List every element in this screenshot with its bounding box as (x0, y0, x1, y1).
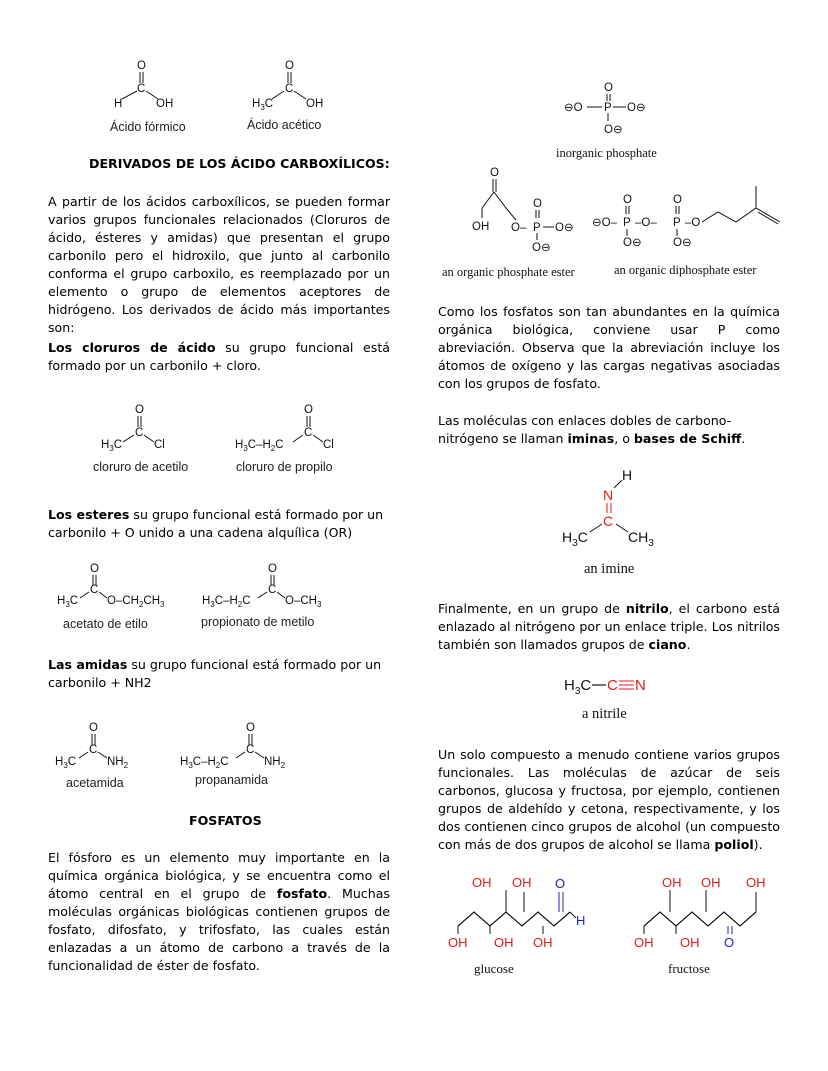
bases-schiff-bold: bases de Schiff (633, 431, 742, 446)
svg-text:CH3: $CH_3$ (628, 529, 654, 549)
svg-text:H: H (114, 98, 123, 110)
nitrilo-text-3: . (686, 637, 691, 652)
svg-text:O: O (268, 563, 277, 575)
svg-text:O–CH2CH3: $O-CH_2CH_3$ (107, 595, 165, 609)
svg-text:OH: OH (448, 935, 468, 950)
svg-text:H3C: $H_3C$ (101, 439, 123, 453)
organic-phosphate-ester-label: an organic phosphate ester (442, 265, 575, 279)
derivados-title: DERIVADOS DE LOS ÁCIDO CARBOXÍLICOS: (89, 156, 390, 171)
azucar-text-1: Un solo compuesto a menudo contiene varios grupos funcionales. Las moléculas de azúcar de seis carbonos, glucosa y fructosa, por ejemplo, contienen grupos de aldehído y cetona, respectivamente, y los dos contienen cinco grupos de alcohol (un compuesto con más de dos grupos de alcohol se llama (438, 747, 780, 852)
svg-text:OH: OH (680, 935, 700, 950)
svg-text:C: C (135, 427, 144, 439)
svg-text:C: C (268, 584, 277, 596)
svg-text:P: P (623, 217, 631, 229)
svg-text:H3C: $H_3C$ (562, 529, 588, 549)
svg-text:–O–: –O– (635, 217, 657, 229)
nitrilo-text-1: Finalmente, en un grupo de (438, 601, 626, 616)
iminas-text-3: . (741, 431, 746, 446)
svg-text:Cl: Cl (154, 439, 165, 451)
svg-text:N: N (635, 677, 646, 694)
amidas-text: su grupo funcional está formado por un carbonilo + NH2 (48, 657, 382, 690)
cloruros-paragraph (48, 339, 390, 375)
fosfatos-text-1: El fósforo es un elemento muy importante en la química orgánica biológica, y se encuentra como el átomo central en el grupo de (48, 850, 390, 901)
iminas-text-1: Las moléculas con enlaces dobles de carbono-nitrógeno se llaman (438, 413, 732, 446)
nitrile-structure (562, 672, 662, 698)
svg-text:OH: OH (472, 221, 490, 233)
amidas-bold: Las amidas (48, 657, 128, 672)
propyl-chloride-structure (235, 404, 334, 453)
fructose-label: fructose (668, 961, 710, 976)
inorganic-phosphate-structure (560, 78, 660, 140)
svg-text:H3C: $H_3C$ (55, 756, 77, 770)
svg-text:OH: OH (746, 875, 766, 890)
svg-text:O: O (533, 198, 542, 210)
svg-text:C: C (90, 584, 99, 596)
acetyl-chloride-structure (101, 404, 165, 453)
svg-text:OH: OH (634, 935, 654, 950)
svg-text:H3C–H2C: $H_3C-H_2C$ (202, 595, 251, 609)
nitrile-label: a nitrile (582, 706, 627, 722)
methyl-propionate-label: propionato de metilo (201, 615, 315, 629)
svg-text:H3C–H2C: $H_3C-H_2C$ (235, 439, 284, 453)
iminas-text-2: , o (614, 431, 634, 446)
svg-text:H3C–H2C: $H_3C-H_2C$ (180, 756, 229, 770)
svg-text:C: C (285, 83, 294, 95)
svg-text:O⊖: O⊖ (604, 124, 623, 136)
svg-text:O: O (90, 563, 99, 575)
iminas-bold: iminas (567, 431, 615, 446)
svg-text:OH: OH (662, 875, 682, 890)
glucose-label: glucose (474, 961, 514, 976)
organic-diphosphate-ester-label: an organic diphosphate ester (614, 263, 757, 277)
acetamide-structure (55, 722, 129, 770)
nitrilo-paragraph (438, 600, 780, 654)
methyl-propionate-structure (202, 563, 322, 609)
esters-structures (55, 560, 355, 610)
svg-text:C: C (246, 744, 255, 756)
svg-text:O: O (285, 60, 294, 72)
svg-text:C: C (607, 677, 618, 694)
organic-phosphate-ester-structure (466, 160, 586, 258)
fosfatos-abreviacion-paragraph: Como los fosfatos son tan abundantes en la química orgánica biológica, conviene usar P como abreviación. Observa que la abreviación incluye los átomos de oxígeno y las cargas negativas asociadas con los grupos de fosfato. (438, 304, 780, 391)
svg-text:OH: OH (306, 98, 324, 110)
esteres-text: su grupo funcional está formado por un carbonilo + O unido a una cadena alquílica (OR) (48, 507, 384, 540)
svg-text:OH: OH (701, 875, 721, 890)
cloruros-text: su grupo funcional está formado por un carbonilo + cloro. (48, 340, 390, 373)
acetyl-chloride-label: cloruro de acetilo (93, 460, 189, 474)
ciano-bold: ciano (648, 637, 687, 652)
svg-text:O: O (246, 722, 255, 734)
svg-text:P: P (533, 222, 541, 234)
propanamide-structure (180, 722, 286, 770)
svg-text:H: H (622, 467, 633, 483)
imine-structure (560, 462, 700, 550)
svg-text:⊖O: ⊖O (564, 102, 583, 114)
svg-text:O: O (673, 194, 682, 206)
inorganic-phosphate-label: inorganic phosphate (556, 146, 657, 160)
svg-text:OH: OH (494, 935, 514, 950)
svg-text:H3C: $H_3C$ (564, 677, 592, 697)
svg-text:O⊖: O⊖ (673, 237, 692, 249)
formic-acid-label: Ácido fórmico (110, 120, 186, 134)
svg-text:O: O (555, 876, 566, 891)
fosfatos-text-2: . Muchas moléculas orgánicas biológicas contienen grupos de fosfato, difosfato, y trifosfato, las cuales están enlazadas a un átomo de carbono a través de la funcionalidad de éster de fosfato. (48, 886, 390, 973)
esteres-bold: Los esteres (48, 507, 130, 522)
fosfatos-bold: fosfato (276, 886, 328, 901)
propanamide-label: propanamida (195, 773, 268, 787)
fosfatos-paragraph (48, 849, 390, 975)
svg-text:O: O (89, 722, 98, 734)
fructose-structure (630, 870, 780, 952)
svg-text:H3C: $H_3C$ (57, 595, 79, 609)
imine-label: an imine (584, 561, 635, 577)
propyl-chloride-label: cloruro de propilo (236, 460, 333, 474)
amides-structures (55, 718, 315, 773)
ethyl-acetate-structure (57, 563, 165, 609)
organic-diphosphate-ester-structure (590, 178, 790, 258)
iminas-paragraph (438, 412, 780, 448)
svg-text:OH: OH (156, 98, 174, 110)
svg-text:–O: –O (685, 217, 701, 229)
svg-text:O: O (724, 935, 735, 950)
acetic-acid-label: Ácido acético (247, 118, 322, 132)
svg-text:O: O (623, 194, 632, 206)
amidas-paragraph (48, 656, 390, 692)
svg-text:O⊖: O⊖ (627, 102, 646, 114)
acetic-acid-structure (252, 60, 323, 112)
svg-text:O⊖: O⊖ (532, 242, 551, 254)
acetamide-label: acetamida (66, 776, 124, 790)
svg-text:C: C (89, 744, 98, 756)
nitrilo-text-2: , el carbono está enlazado al nitrógeno por un enlace triple. Los nitrilos también son llamados grupos de (438, 601, 781, 652)
svg-text:O⊖: O⊖ (555, 222, 574, 234)
svg-text:O⊖: O⊖ (623, 237, 642, 249)
svg-text:O–: O– (511, 222, 527, 234)
svg-text:H: H (576, 913, 586, 928)
svg-text:O: O (135, 404, 144, 416)
svg-text:P: P (673, 217, 681, 229)
azucar-text-2: ). (753, 837, 763, 852)
fosfatos-title: FOSFATOS (189, 813, 262, 828)
esteres-paragraph (48, 506, 390, 542)
cloruros-bold: Los cloruros de ácido (48, 340, 216, 355)
ethyl-acetate-label: acetato de etilo (63, 617, 148, 631)
svg-text:O: O (137, 60, 146, 72)
poliol-bold: poliol (714, 837, 754, 852)
derivados-paragraph: A partir de los ácidos carboxílicos, se pueden formar varios grupos funcionales relacionados (Cloruros de ácido, ésteres y amidas) que presentan el grupo carbonilo pero el hidroxilo, que junto al carbonilo conforma el grupo carboxilo, es reemplazado por un elemento o grupo de elementos aceptores de hidrógeno. Los derivados de ácido más importantes son: (48, 194, 390, 335)
svg-text:⊖O–: ⊖O– (592, 217, 617, 229)
svg-text:C: C (603, 513, 614, 529)
svg-text:O: O (604, 82, 613, 94)
acids-structures (100, 55, 360, 115)
svg-text:O: O (304, 404, 313, 416)
svg-text:NH2: $NH_2$ (264, 756, 286, 770)
svg-text:NH2: $NH_2$ (107, 756, 129, 770)
svg-text:Cl: Cl (323, 439, 334, 451)
svg-text:C: C (304, 427, 313, 439)
svg-text:OH: OH (512, 875, 532, 890)
svg-text:P: P (604, 102, 612, 114)
nitrilo-bold: nitrilo (625, 601, 669, 616)
svg-text:OH: OH (472, 875, 492, 890)
acid-chlorides-structures (95, 400, 365, 455)
svg-text:H3C: $H_3C$ (252, 98, 274, 112)
svg-text:N: N (603, 487, 614, 503)
svg-text:C: C (137, 83, 146, 95)
glucose-structure (444, 870, 604, 952)
svg-text:O: O (490, 167, 499, 179)
svg-text:O–CH3: $O-CH_3$ (285, 595, 322, 609)
svg-text:OH: OH (533, 935, 553, 950)
azucar-paragraph (438, 746, 780, 854)
formic-acid-structure (114, 60, 173, 110)
